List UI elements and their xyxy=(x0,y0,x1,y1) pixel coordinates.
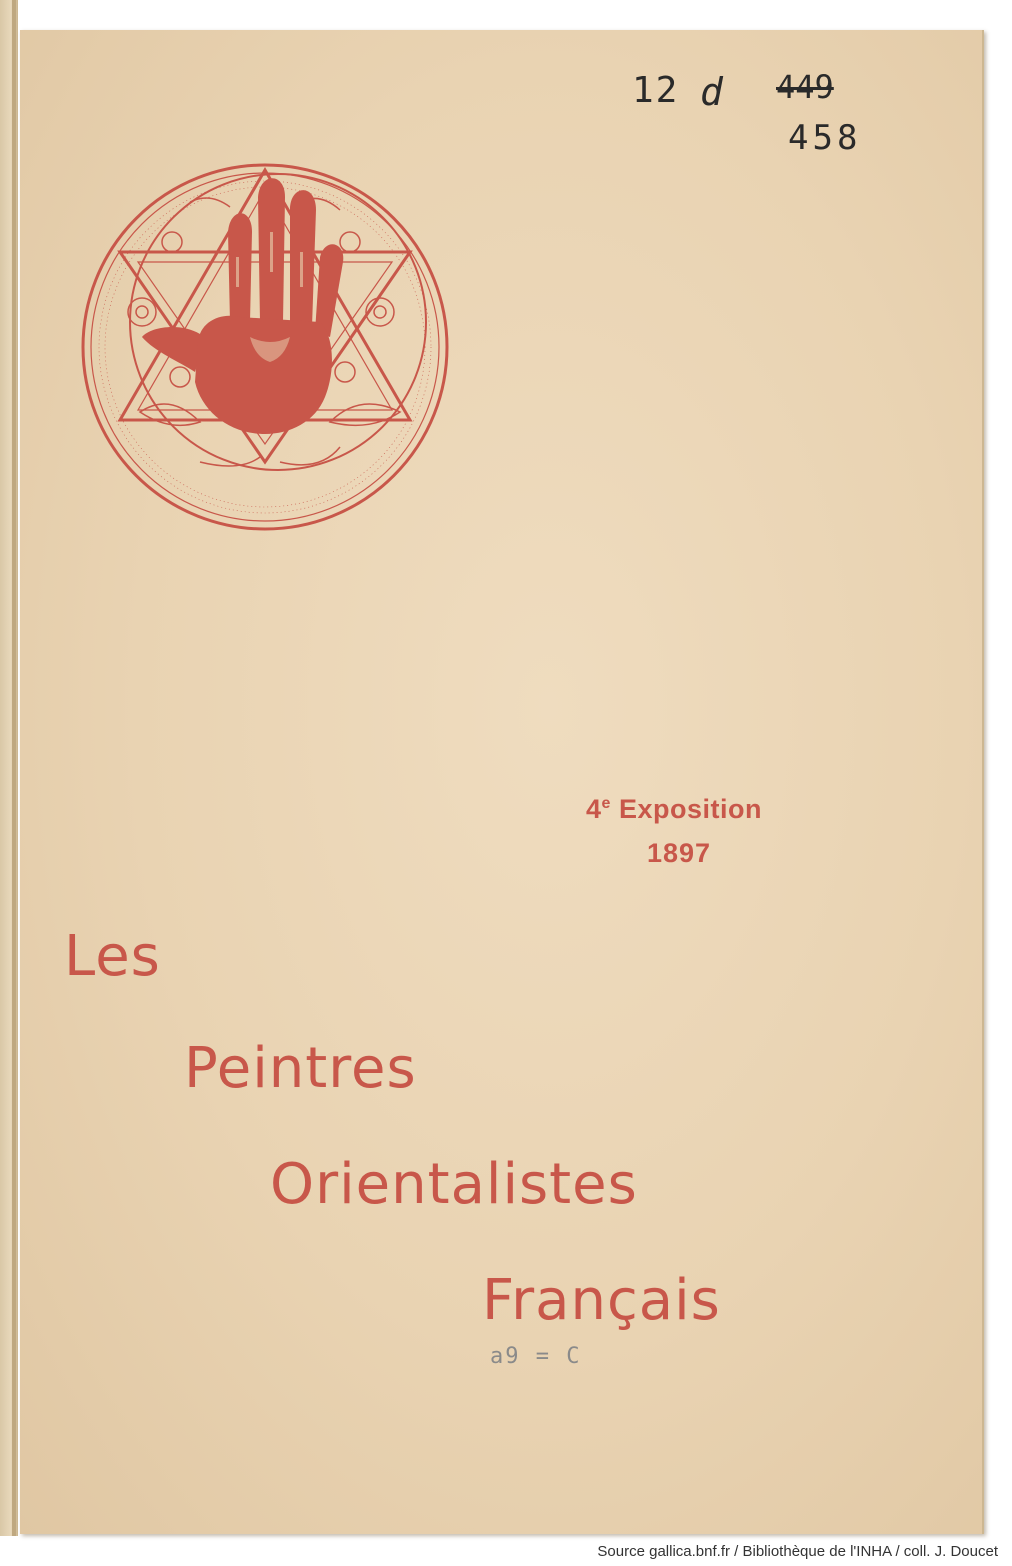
shelf-mark-corrected: 458 xyxy=(788,118,862,158)
exhibition-year: 1897 xyxy=(647,838,712,868)
title-line-3: Orientalistes xyxy=(270,1152,638,1217)
spine-edge xyxy=(12,0,16,1536)
shelf-mark-struck: 449 xyxy=(776,68,834,106)
exhibition-suffix: e xyxy=(601,795,611,812)
source-credit: Source gallica.bnf.fr / Bibliothèque de l'INHA / coll. J. Doucet xyxy=(597,1543,998,1560)
shelf-mark-number: 12 xyxy=(632,70,680,111)
exhibition-number: 4 xyxy=(586,794,602,824)
pencil-note: a9 = C xyxy=(490,1344,582,1369)
title-line-1: Les xyxy=(64,924,161,989)
exhibition-heading xyxy=(586,794,762,825)
shelf-mark-letter: d xyxy=(700,70,723,114)
title-line-4: Français xyxy=(482,1268,721,1333)
hand-of-fatima-star-emblem-icon xyxy=(80,162,450,532)
title-line-2: Peintres xyxy=(184,1036,417,1101)
exhibition-label: Exposition xyxy=(618,794,762,824)
